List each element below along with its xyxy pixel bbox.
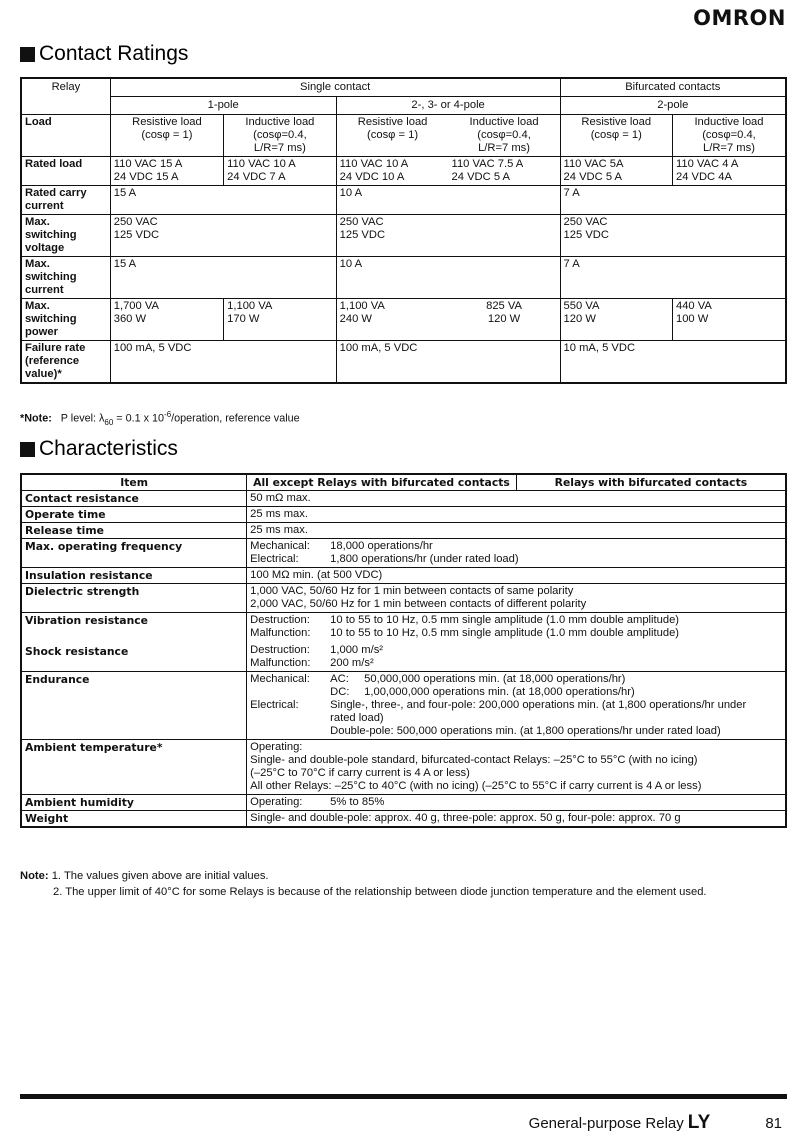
rated-load-cell: 110 VAC 7.5 A 24 VDC 5 A <box>449 157 561 186</box>
row-label: Ambient humidity <box>21 795 247 811</box>
row-label: Insulation resistance <box>21 568 247 584</box>
value-cell: 25 ms max. <box>247 523 786 539</box>
inductive-load-cell: Inductive load (cosφ=0.4, L/R=7 ms) <box>449 115 561 157</box>
value-cell: 15 A <box>110 186 336 215</box>
value-cell: Single- and double-pole: approx. 40 g, three-pole: approx. 50 g, four-pole: approx. 70 g <box>247 811 786 828</box>
rated-load-cell: 110 VAC 10 A 24 VDC 10 A <box>336 157 448 186</box>
contact-ratings-heading <box>20 42 188 66</box>
row-label: Max. switching power <box>21 299 110 341</box>
row-label: Vibration resistance Shock resistance <box>21 613 247 672</box>
single-contact-header: Single contact <box>110 78 560 97</box>
square-bullet-icon <box>20 47 35 62</box>
row-label: Max. operating frequency <box>21 539 247 568</box>
rated-load-cell: 110 VAC 4 A 24 VDC 4A <box>672 157 786 186</box>
characteristics-notes: Note: 1. The values given above are initial values. 2. The upper limit of 40°C for some Relays is because of the relationship between diode junction temperature and the element used. <box>20 870 707 898</box>
page-footer <box>529 1112 782 1134</box>
value-cell: 100 mA, 5 VDC <box>110 341 336 384</box>
table-header-row <box>21 474 786 491</box>
table-row <box>21 811 786 828</box>
row-label: Rated load <box>21 157 110 186</box>
value-cell: 440 VA 100 W <box>672 299 786 341</box>
value-cell: 550 VA 120 W <box>560 299 672 341</box>
inductive-load-cell: Inductive load (cosφ=0.4, L/R=7 ms) <box>224 115 337 157</box>
table-header-row <box>21 97 786 115</box>
table-row <box>21 491 786 507</box>
resistive-load-cell: Resistive load (cosφ = 1) <box>336 115 448 157</box>
value-cell: 50 mΩ max. <box>247 491 786 507</box>
pole-234-header: 2-, 3- or 4-pole <box>336 97 560 115</box>
value-cell: 250 VAC 125 VDC <box>560 215 786 257</box>
row-label: Endurance <box>21 672 247 740</box>
resistive-load-cell: Resistive load (cosφ = 1) <box>560 115 672 157</box>
value-cell: 7 A <box>560 186 786 215</box>
table-row <box>21 523 786 539</box>
row-label: Operate time <box>21 507 247 523</box>
value-cell: 15 A <box>110 257 336 299</box>
value-cell: 10 mA, 5 VDC <box>560 341 786 384</box>
value-cell: 100 MΩ min. (at 500 VDC) <box>247 568 786 584</box>
table-row <box>21 157 786 186</box>
pole-1-header: 1-pole <box>110 97 336 115</box>
table-row <box>21 672 786 740</box>
table-row <box>21 584 786 613</box>
footer-model: LY <box>687 1112 711 1133</box>
table-row <box>21 740 786 795</box>
section-title-text: Contact Ratings <box>39 42 189 65</box>
rated-load-cell: 110 VAC 15 A 24 VDC 15 A <box>110 157 223 186</box>
value-cell: 10 A <box>336 257 560 299</box>
row-label: Failure rate (reference value)* <box>21 341 110 384</box>
value-cell: Mechanical: AC: 50,000,000 operations min. (at 18,000 operations/hr) DC: 1,00,000,000 operations min. (at 18,000 operations/hr) Electrical: Single-, three-, and four-pole: 200,000 operations min. (at 1,800 operations/hr under rated load) Double-pole: 500,000 operations min. (at 1,800 operations/hr under rated load) <box>247 672 786 740</box>
table-header-row <box>21 78 786 97</box>
table-row <box>21 299 786 341</box>
row-label: Ambient temperature* <box>21 740 247 795</box>
table-row <box>21 613 786 672</box>
value-cell: 10 A <box>336 186 560 215</box>
table-row <box>21 568 786 584</box>
pole-2-header: 2-pole <box>560 97 786 115</box>
table-row <box>21 115 786 157</box>
value-cell: 25 ms max. <box>247 507 786 523</box>
row-label: Max. switching voltage <box>21 215 110 257</box>
characteristics-table <box>20 473 787 828</box>
value-cell: 1,700 VA 360 W <box>110 299 223 341</box>
bifurcated-header: Relays with bifurcated contacts <box>516 474 786 491</box>
rated-load-cell: 110 VAC 5A 24 VDC 5 A <box>560 157 672 186</box>
rated-load-cell: 110 VAC 10 A 24 VDC 7 A <box>224 157 337 186</box>
value-cell: Operating: 5% to 85% <box>247 795 786 811</box>
row-label: Dielectric strength <box>21 584 247 613</box>
value-cell: Operating: Single- and double-pole standard, bifurcated-contact Relays: –25°C to 55°C (with no icing) (–25°C to 70°C if carry current is 4 A or less) All other Relays: –25°C to 40°C (with no icing) (–25°C to 55°C if carry current is 4 A or less) <box>247 740 786 795</box>
table-row <box>21 215 786 257</box>
row-label: Rated carry current <box>21 186 110 215</box>
table-row <box>21 341 786 384</box>
footer-title: General-purpose Relay <box>528 1115 684 1132</box>
row-label: Load <box>21 115 110 157</box>
row-label: Contact resistance <box>21 491 247 507</box>
row-label: Max. switching current <box>21 257 110 299</box>
value-cell: 250 VAC 125 VDC <box>336 215 560 257</box>
non-bifurcated-header: All except Relays with bifurcated contacts <box>247 474 517 491</box>
resistive-load-cell: Resistive load (cosφ = 1) <box>110 115 223 157</box>
value-cell: 7 A <box>560 257 786 299</box>
item-header: Item <box>21 474 247 491</box>
value-cell: Mechanical: 18,000 operations/hr Electrical: 1,800 operations/hr (under rated load) <box>247 539 786 568</box>
table-row <box>21 186 786 215</box>
section-title-text: Characteristics <box>39 437 178 460</box>
table-row <box>21 257 786 299</box>
value-cell: 1,100 VA 240 W <box>336 299 448 341</box>
omron-logo: OMRON <box>693 6 786 30</box>
contact-ratings-note: *Note: P level: $\lambda_{60} = 0.1$ x $10^{-6}$/operation, reference value <box>20 410 300 427</box>
value-cell: 250 VAC 125 VDC <box>110 215 336 257</box>
contact-ratings-table <box>20 77 787 384</box>
bifurcated-header: Bifurcated contacts <box>560 78 786 97</box>
value-cell: 1,000 VAC, 50/60 Hz for 1 min between contacts of same polarity 2,000 VAC, 50/60 Hz for 1 min between contacts of different polarity <box>247 584 786 613</box>
value-cell: 100 mA, 5 VDC <box>336 341 560 384</box>
value-cell: Destruction: 10 to 55 to 10 Hz, 0.5 mm single amplitude (1.0 mm double amplitude) Malfunction: 10 to 55 to 10 Hz, 0.5 mm single amplitude (1.0 mm double amplitude) Destruction: 1,000 m/s² Malfunction: 200 m/s² <box>247 613 786 672</box>
value-cell: 1,100 VA 170 W <box>224 299 337 341</box>
row-label: Weight <box>21 811 247 828</box>
characteristics-heading <box>20 437 178 461</box>
table-row <box>21 795 786 811</box>
table-row <box>21 539 786 568</box>
relay-header: Relay <box>21 78 110 115</box>
page-number: 81 <box>765 1115 782 1132</box>
table-row <box>21 507 786 523</box>
footer-divider <box>20 1094 787 1099</box>
square-bullet-icon <box>20 442 35 457</box>
value-cell: 825 VA 120 W <box>449 299 561 341</box>
row-label: Release time <box>21 523 247 539</box>
inductive-load-cell: Inductive load (cosφ=0.4, L/R=7 ms) <box>672 115 786 157</box>
